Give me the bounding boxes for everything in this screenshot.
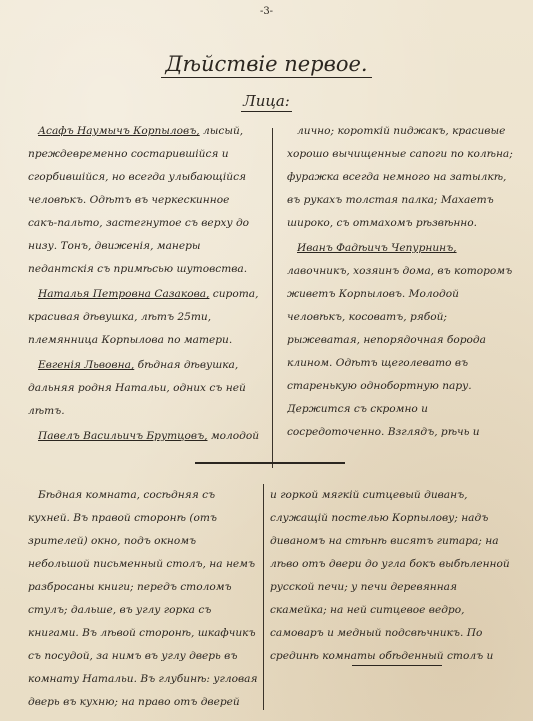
cast-column-left bbox=[28, 120, 260, 446]
cast-column-right bbox=[287, 120, 513, 446]
character-description: молодой bbox=[210, 430, 260, 442]
column-divider-bottom bbox=[263, 484, 264, 710]
cast-entry bbox=[287, 237, 513, 446]
cast-heading-text: Лица: bbox=[243, 92, 290, 110]
character-name: Павелъ Васильичъ Брутцовъ, bbox=[38, 430, 208, 442]
character-description: лавочникъ, хозяинъ дома, въ которомъ живетъ Корпыловъ. Молодой человѣкъ, косоватъ, рябой; рыжеватая, непорядочная борода клином. Одѣтъ щеголевато въ старенькую однобортную пару. Держится съ скромно и сосредоточенно. Взглядъ, рѣчь и bbox=[287, 265, 513, 438]
cast-heading bbox=[0, 92, 533, 110]
column-divider-top bbox=[272, 128, 273, 468]
setting-column-left bbox=[28, 484, 260, 712]
character-name: Иванъ Фадѣичъ Чепурнинъ, bbox=[297, 242, 457, 254]
character-name: Наталья Петровна Сазакова, bbox=[38, 288, 210, 300]
setting-description-continued: и горкой мягкій ситцевый диванъ, служащій постелью Корпылову; надъ диваномъ на стѣнѣ висятъ гитара; на лѣво отъ двери до угла бокъ выбѣленной русской печи; у печи деревянная скамейка; на ней ситцевое ведро, самоваръ и медный подсвѣчникъ. По срединѣ комнаты обѣденный столъ и bbox=[270, 489, 510, 662]
character-description: бѣдная дѣвушка, дальняя родня Натальи, одних съ ней лѣтъ. bbox=[28, 359, 246, 417]
cast-entry bbox=[287, 120, 513, 235]
act-title-text: Дѣйствіе первое. bbox=[161, 52, 371, 78]
character-name: Евгенія Львовна, bbox=[38, 359, 135, 371]
character-description: лично; короткій пиджакъ, красивые хорошо вычищенные сапоги по колѣна; фуражка всегда немного на затылкѣ, въ рукахъ толстая палка; Махаетъ широко, съ отмахомъ рѣзвѣнно. bbox=[287, 125, 513, 229]
cast-entry bbox=[28, 283, 260, 352]
section-divider bbox=[195, 462, 345, 464]
setting-column-right bbox=[270, 484, 514, 664]
cast-entry bbox=[28, 354, 260, 423]
page-number: -3- bbox=[259, 6, 274, 17]
character-name: Асафъ Наумычъ Корпыловъ, bbox=[38, 125, 200, 137]
end-rule bbox=[352, 665, 442, 666]
character-description: лысый, преждевременно состарившійся и сгорбившійся, но всегда улыбающійся человѣкъ. Одѣтъ въ черкескинное сакъ-пальто, застегнутое съ верху до низу. Тонъ, движенія, манеры педантскія съ примѣсью шутовства. bbox=[28, 125, 250, 275]
cast-entry bbox=[28, 425, 260, 446]
setting-description: Бѣдная комната, сосѣдняя съ кухней. Въ правой сторонѣ (отъ зрителей) окно, подъ окномъ небольшой письменный столъ, на немъ разбросаны книги; передъ столомъ стулъ; дальше, въ углу горка съ книгами. Въ лѣвой сторонѣ, шкафчикъ съ посудой, за нимъ въ углу дверь въ комнату Натальи. Въ глубинѣ: угловая дверь въ кухню; на право отъ дверей bbox=[28, 489, 258, 708]
act-title bbox=[0, 52, 533, 76]
cast-entry bbox=[28, 120, 260, 281]
character-description: сирота, красивая дѣвушка, лѣтъ 25ти, племянница Корпылова по матери. bbox=[28, 288, 259, 346]
